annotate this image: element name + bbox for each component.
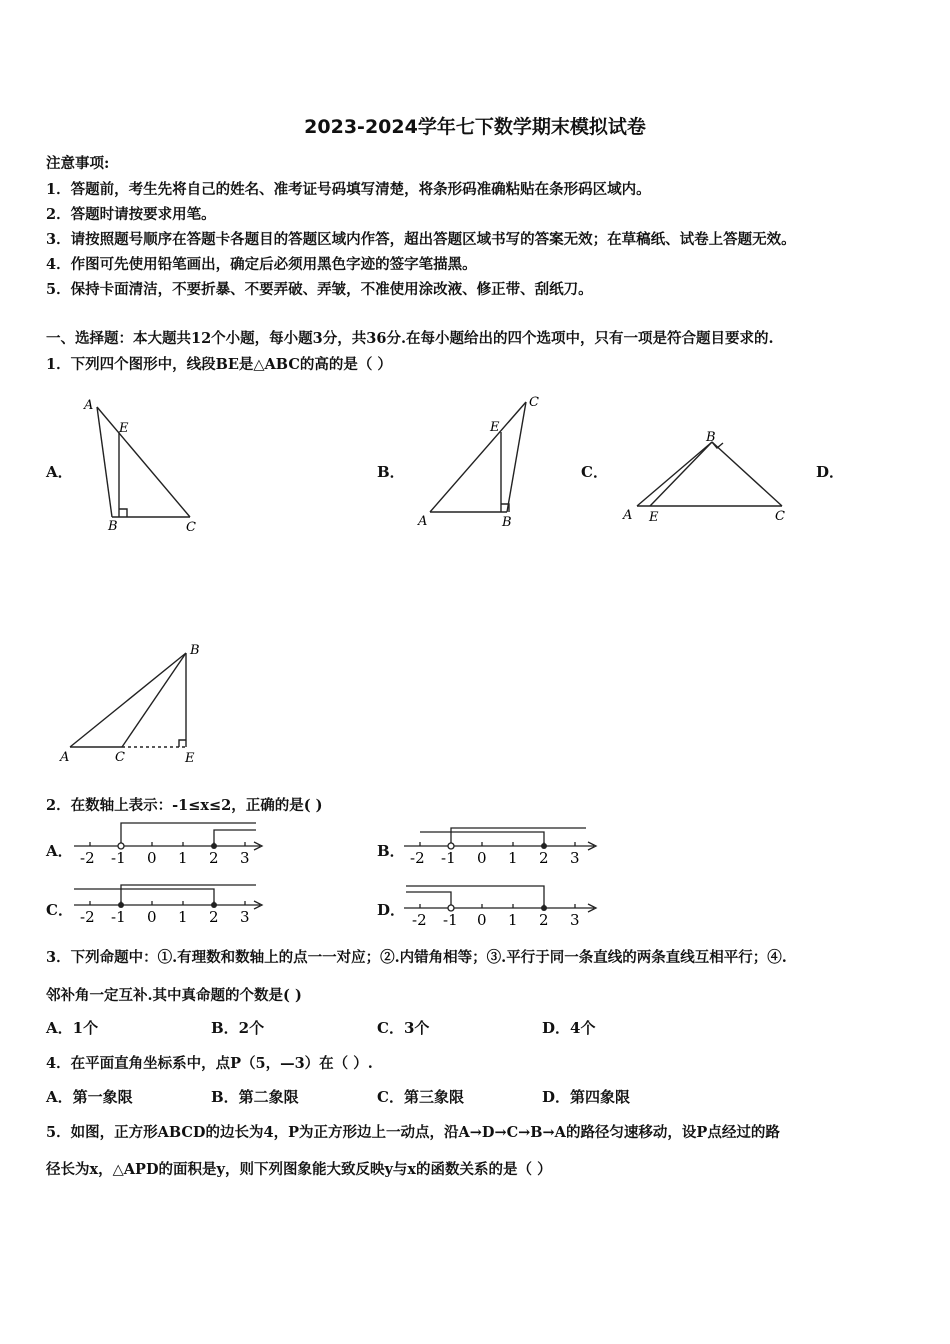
tick-label: 0 <box>477 849 487 867</box>
notice-item: 2．答题时请按要求用笔。 <box>46 206 216 223</box>
notice-item: 4．作图可先使用铅笔画出，确定后必须用黑色字迹的签字笔描黑。 <box>46 256 477 273</box>
q1-option-a-label: A． <box>46 463 73 481</box>
q4-option-b: B．第二象限 <box>211 1088 299 1106</box>
point-label-a: A <box>84 398 94 413</box>
tick-label: 3 <box>240 849 250 867</box>
tick-label: 1 <box>178 849 188 867</box>
q1-figure-a <box>70 390 220 540</box>
q3-option-c: C．3个 <box>377 1019 430 1037</box>
q1-option-b-label: B． <box>377 463 405 481</box>
notice-heading: 注意事项: <box>46 155 110 172</box>
q1-figure-d <box>52 635 222 770</box>
notice-item: 5．保持卡面清洁，不要折暴、不要弄破、弄皱，不准使用涂改液、修正带、刮纸刀。 <box>46 281 593 298</box>
question-4-stem: 4．在平面直角坐标系中，点P（5，—3）在（ ）. <box>46 1055 373 1072</box>
q1-option-d-label: D． <box>816 463 845 481</box>
q4-option-a: A．第一象限 <box>46 1088 133 1106</box>
point-label-b: B <box>706 430 716 445</box>
tick-label: 0 <box>147 849 157 867</box>
q1-figure-b <box>410 388 560 538</box>
tick-label: 1 <box>508 849 518 867</box>
tick-label: -1 <box>111 908 126 926</box>
q4-option-d: D．第四象限 <box>542 1088 631 1106</box>
q2-number-line-d <box>400 880 610 930</box>
point-label-e: E <box>490 420 500 435</box>
point-label-e: E <box>119 421 129 436</box>
q2-option-a-label: A． <box>46 842 73 860</box>
notice-item: 3．请按照题号顺序在答题卡各题目的答题区域内作答，超出答题区域书写的答案无效；在草稿纸、试卷上答题无效。 <box>46 231 796 248</box>
tick-label: -2 <box>412 911 427 929</box>
q2-number-line-b <box>400 818 610 868</box>
point-label-a: A <box>60 750 70 765</box>
tick-label: -2 <box>410 849 425 867</box>
q1-figure-c <box>615 424 805 534</box>
tick-label: 2 <box>539 911 549 929</box>
point-label-c: C <box>775 509 785 524</box>
q3-option-b: B．2个 <box>211 1019 265 1037</box>
q2-number-line-c <box>70 877 270 927</box>
tick-label: -2 <box>80 849 95 867</box>
question-3-stem: 3．下列命题中：①.有理数和数轴上的点一一对应；②.内错角相等；③.平行于同一条直线的两条直线互相平行；④. <box>46 949 787 966</box>
q1-option-c-label: C． <box>581 463 608 481</box>
tick-label: 1 <box>178 908 188 926</box>
section-heading: 一、选择题：本大题共12个小题，每小题3分，共36分.在每小题给出的四个选项中，只有一项是符合题目要求的. <box>46 330 774 347</box>
tick-label: -1 <box>443 911 458 929</box>
question-5-stem-cont: 径长为x，△APD的面积是y，则下列图象能大致反映y与x的函数关系的是（ ） <box>46 1161 552 1178</box>
point-label-a: A <box>623 508 633 523</box>
notice-item: 1．答题前，考生先将自己的姓名、准考证号码填写清楚，将条形码准确粘贴在条形码区域内。 <box>46 181 651 198</box>
point-label-e: E <box>185 751 195 766</box>
point-label-a: A <box>418 514 428 529</box>
tick-label: -2 <box>80 908 95 926</box>
q2-option-c-label: C． <box>46 901 73 919</box>
question-3-stem-cont: 邻补角一定互补.其中真命题的个数是( ) <box>46 987 302 1004</box>
point-label-c: C <box>115 750 125 765</box>
question-5-stem: 5．如图，正方形ABCD的边长为4，P为正方形边上一动点，沿A→D→C→B→A的路径匀速移动，设P点经过的路 <box>46 1124 780 1141</box>
question-2-stem: 2．在数轴上表示：-1≤x≤2，正确的是( ) <box>46 797 323 814</box>
page-title: 2023-2024学年七下数学期末模拟试卷 <box>304 116 646 138</box>
q2-number-line-a <box>70 818 270 868</box>
tick-label: 0 <box>477 911 487 929</box>
tick-label: 3 <box>570 849 580 867</box>
q2-option-d-label: D． <box>377 901 406 919</box>
tick-label: 2 <box>209 908 219 926</box>
tick-label: 1 <box>508 911 518 929</box>
tick-label: 3 <box>570 911 580 929</box>
question-1-stem: 1．下列四个图形中，线段BE是△ABC的高的是（ ） <box>46 356 392 373</box>
tick-label: 0 <box>147 908 157 926</box>
tick-label: -1 <box>111 849 126 867</box>
tick-label: 2 <box>209 849 219 867</box>
q3-option-d: D．4个 <box>542 1019 596 1037</box>
tick-label: 3 <box>240 908 250 926</box>
point-label-c: C <box>529 395 539 410</box>
point-label-e: E <box>649 510 659 525</box>
point-label-b: B <box>108 519 118 534</box>
point-label-b: B <box>190 643 200 658</box>
point-label-c: C <box>186 520 196 535</box>
q2-option-b-label: B． <box>377 842 405 860</box>
tick-label: 2 <box>539 849 549 867</box>
q4-option-c: C．第三象限 <box>377 1088 464 1106</box>
tick-label: -1 <box>441 849 456 867</box>
point-label-b: B <box>502 515 512 530</box>
q3-option-a: A．1个 <box>46 1019 99 1037</box>
